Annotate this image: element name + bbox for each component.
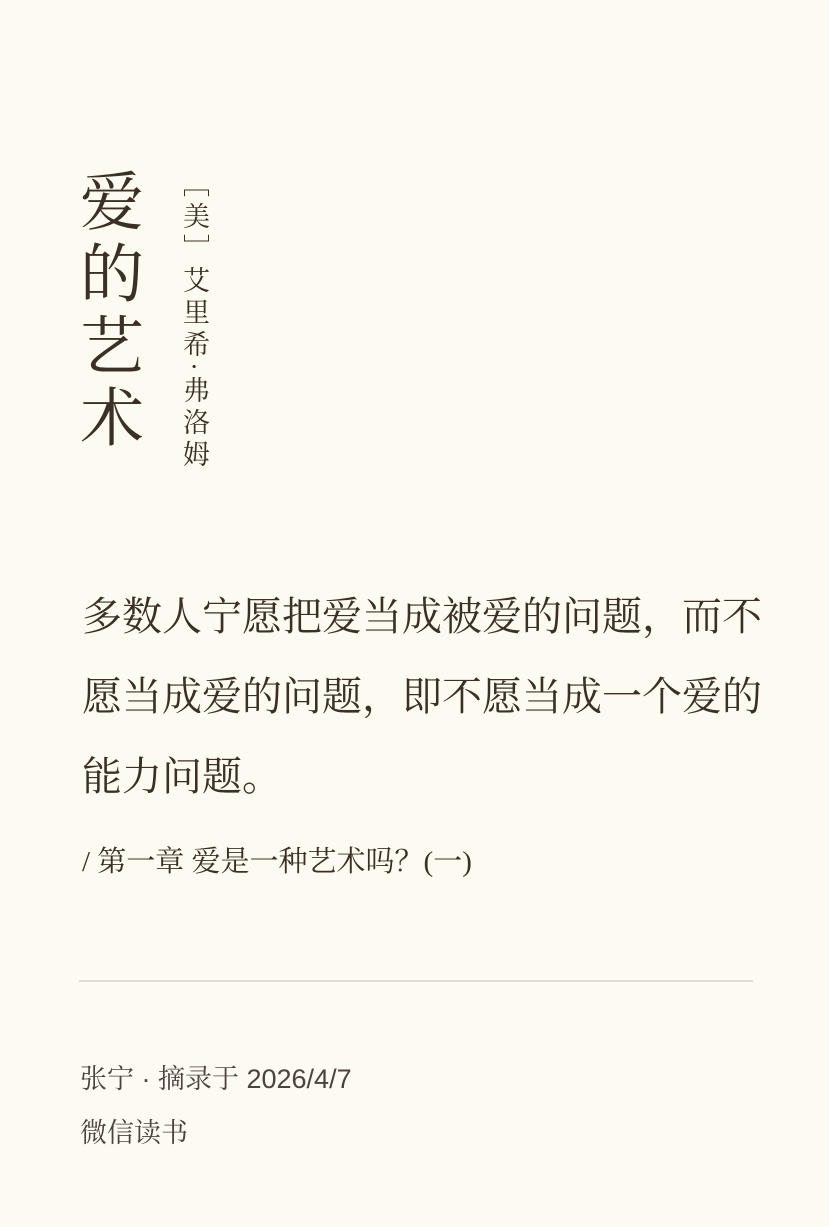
book-author: ［美］艾里希·弗洛姆: [179, 170, 209, 472]
app-name: 微信读书: [80, 1118, 188, 1148]
quote-line: 愿当成爱的问题，即不愿当成一个爱的: [82, 674, 762, 719]
quote-line: 多数人宁愿把爱当成被爱的问题，而不: [82, 594, 762, 639]
book-title: 爱的艺术: [71, 168, 142, 456]
divider: [79, 980, 753, 982]
quote-line: 能力问题。: [82, 754, 282, 799]
chapter-reference: / 第一章 爱是一种艺术吗？(一): [82, 846, 472, 878]
sharer-attribution: 张宁 · 摘录于 2026/4/7: [80, 1064, 352, 1094]
quote-text: [82, 577, 782, 817]
